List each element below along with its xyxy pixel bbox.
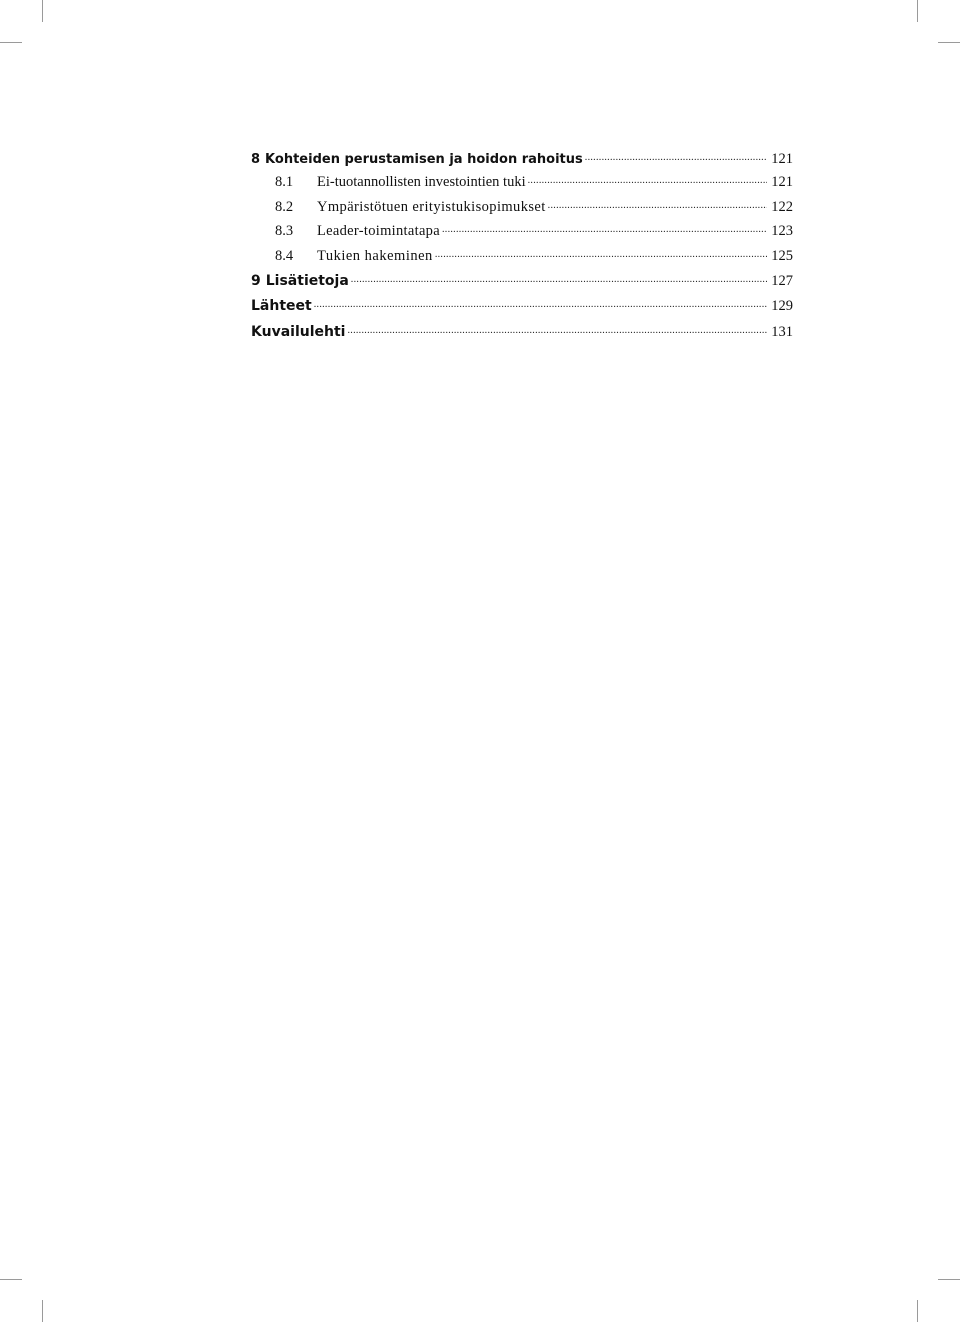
dot-leader (585, 150, 767, 163)
crop-mark-bottom-right (917, 1300, 918, 1322)
dot-leader (528, 172, 767, 187)
toc-entry-page: 127 (771, 272, 793, 289)
toc-entry-title: Lähteet (251, 298, 312, 315)
crop-mark-top-left-horizontal (0, 42, 22, 43)
toc-entry-lahteet[interactable] (251, 294, 793, 320)
toc-entry-page: 125 (771, 248, 793, 265)
toc-entry-title: Kohteiden perustamisen ja hoidon rahoitus (265, 152, 583, 167)
crop-mark-bottom-right-horizontal (938, 1279, 960, 1280)
toc-entry-title: Leader-toimintatapa (317, 223, 440, 240)
crop-mark-top-right-horizontal (938, 42, 960, 43)
toc-entry-section-8-2[interactable] (251, 195, 793, 220)
crop-mark-bottom-left-horizontal (0, 1279, 22, 1280)
dot-leader (347, 322, 767, 336)
toc-entry-section-8-4[interactable] (251, 244, 793, 269)
toc-entry-section-8-1[interactable] (251, 170, 793, 195)
toc-entry-number: 8.4 (275, 248, 294, 265)
toc-entry-page: 122 (771, 198, 793, 215)
dot-leader (548, 196, 767, 211)
toc-entry-number: 8.3 (275, 223, 294, 240)
crop-mark-top-left (42, 0, 43, 22)
toc-entry-title: Tukien hakeminen (317, 248, 433, 265)
toc-entry-number: 9 (251, 272, 261, 289)
toc-entry-number: 8.1 (275, 174, 294, 190)
toc-entry-page: 123 (771, 223, 793, 240)
toc-entry-page: 121 (771, 151, 793, 167)
dot-leader (351, 271, 767, 285)
dot-leader (442, 221, 767, 236)
toc-entry-chapter-8[interactable] (251, 148, 793, 170)
toc-entry-number: 8.2 (275, 198, 294, 215)
toc-entry-title: Ympäristötuen erityistukisopimukset (317, 198, 546, 215)
dot-leader (435, 246, 767, 261)
toc-entry-page: 131 (771, 323, 793, 340)
table-of-contents (251, 148, 793, 345)
toc-entry-page: 129 (771, 298, 793, 315)
crop-mark-top-right (917, 0, 918, 22)
toc-entry-number: 8 (251, 152, 261, 167)
toc-entry-section-8-3[interactable] (251, 219, 793, 244)
toc-entry-chapter-9[interactable] (251, 269, 793, 295)
toc-entry-title: Kuvailulehti (251, 323, 346, 340)
dot-leader (314, 296, 767, 310)
toc-entry-title: Lisätietoja (265, 272, 349, 289)
toc-entry-title: Ei-tuotannollisten investointien tuki (317, 174, 526, 190)
crop-mark-bottom-left (42, 1300, 43, 1322)
toc-entry-page: 121 (771, 174, 793, 190)
toc-entry-kuvailulehti[interactable] (251, 320, 793, 346)
